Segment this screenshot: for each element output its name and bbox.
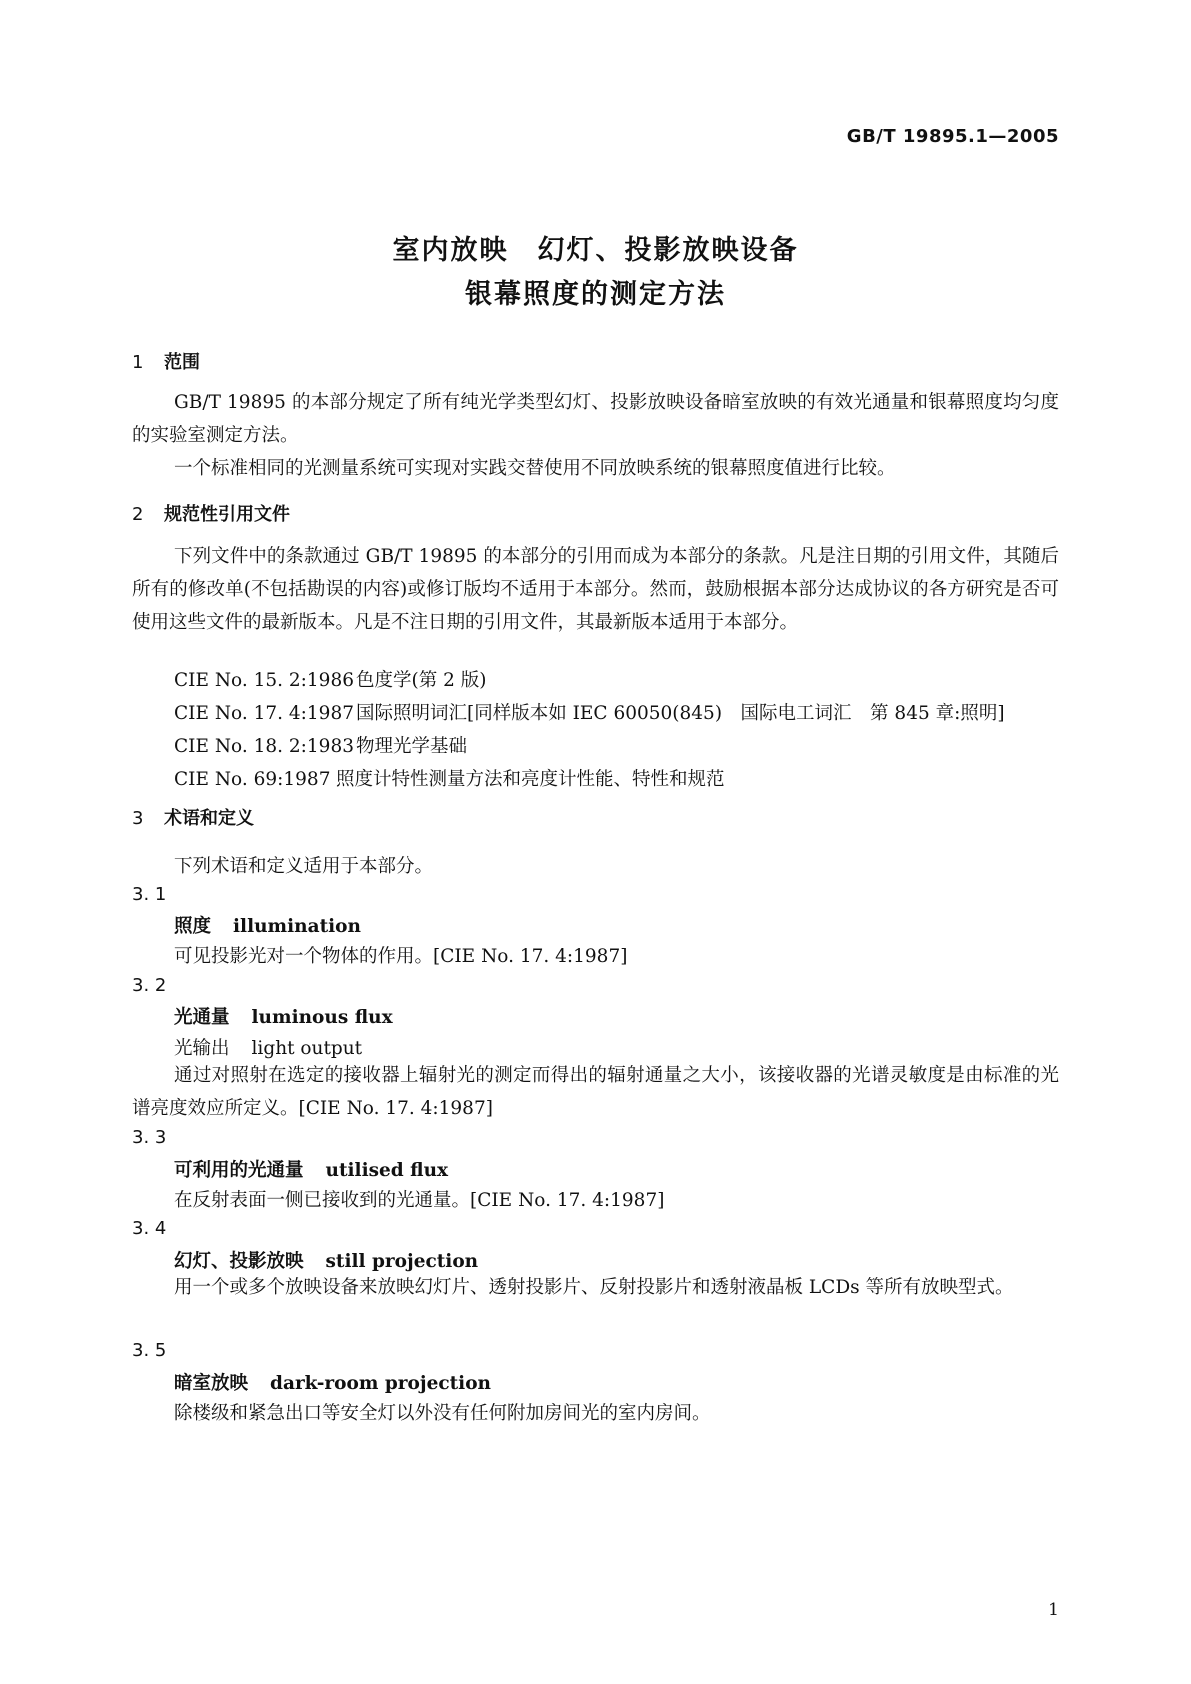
section-title: 规范性引用文件 [164,504,290,525]
reference-code: CIE No. 15. 2:1986 [174,670,354,691]
term-en: still projection [325,1251,479,1272]
reference-title: 国际照明词汇[同样版本如 IEC 60050(845) 国际电工词汇 第 845 章:照明] [356,703,1005,724]
term-zh: 暗室放映 [174,1373,249,1394]
section-2-paragraph: 下列文件中的条款通过 GB/T 19895 的本部分的引用而成为本部分的条款。凡是注日期的引用文件，其随后所有的修改单(不包括勘误的内容)或修订版均不适用于本部分。然而，鼓励根据本部分达成协议的各方研究是否可使用这些文件的最新版本。凡是不注日期的引用文件，其最新版本适用于本部分。 [132,546,1059,633]
term-zh: 照度 [174,916,212,937]
term-entry [174,1156,448,1182]
document-title-line-2: 银幕照度的测定方法 [465,279,726,310]
term-en: dark-room projection [270,1373,491,1394]
section-1-paragraph: 一个标准相同的光测量系统可实现对实践交替使用不同放映系统的银幕照度值进行比较。 [174,458,896,479]
reference-item [174,765,725,791]
reference-item [174,732,467,758]
document-title-line-1: 室内放映 幻灯、投影放映设备 [392,235,799,266]
standard-code: GB/T 19895.1—2005 [846,126,1059,147]
term-entry [174,912,361,938]
reference-title: 照度计特性测量方法和亮度计性能、特性和规范 [336,769,725,790]
section-1-paragraph: GB/T 19895 的本部分规定了所有纯光学类型幻灯、投影放映设备暗室放映的有效光通量和银幕照度均匀度的实验室测定方法。 [132,392,1059,446]
term-alternative [174,1034,362,1060]
section-3-intro: 下列术语和定义适用于本部分。 [174,856,434,877]
term-en: utilised flux [325,1160,449,1181]
term-entry [174,1247,478,1273]
section-3-heading [132,804,254,830]
clause-number: 3. 5 [132,1340,167,1361]
term-zh: 可利用的光通量 [174,1160,304,1181]
section-number: 3 [132,808,144,829]
clause-number: 3. 3 [132,1127,167,1148]
page-number: 1 [1048,1600,1059,1620]
clause-number: 3. 1 [132,884,167,905]
section-2-heading [132,500,290,526]
reference-title: 色度学(第 2 版) [356,670,487,691]
section-1-heading [132,348,200,374]
alt-term-en: light output [251,1038,363,1059]
term-definition: 通过对照射在选定的接收器上辐射光的测定而得出的辐射通量之大小，该接收器的光谱灵敏度是由标准的光谱亮度效应所定义。[CIE No. 17. 4:1987] [132,1065,1059,1119]
term-entry [174,1369,491,1395]
reference-code: CIE No. 69:1987 [174,769,331,790]
term-definition: 除楼级和紧急出口等安全灯以外没有任何附加房间光的室内房间。 [174,1403,711,1424]
reference-title: 物理光学基础 [356,736,468,757]
term-en: luminous flux [251,1007,393,1028]
clause-number: 3. 4 [132,1218,167,1239]
term-en: illumination [233,916,361,937]
term-zh: 光通量 [174,1007,230,1028]
section-title: 范围 [164,352,200,373]
section-number: 2 [132,504,144,525]
reference-item [174,666,486,692]
reference-code: CIE No. 18. 2:1983 [174,736,354,757]
term-definition: 在反射表面一侧已接收到的光通量。[CIE No. 17. 4:1987] [174,1190,665,1211]
term-definition: 可见投影光对一个物体的作用。[CIE No. 17. 4:1987] [174,946,628,967]
alt-term-zh: 光输出 [174,1038,230,1059]
term-zh: 幻灯、投影放映 [174,1251,304,1272]
section-number: 1 [132,352,144,373]
clause-number: 3. 2 [132,975,167,996]
reference-item [174,699,1005,725]
reference-code: CIE No. 17. 4:1987 [174,703,354,724]
section-title: 术语和定义 [164,808,254,829]
term-definition: 用一个或多个放映设备来放映幻灯片、透射投影片、反射投影片和透射液晶板 LCDs 等所有放映型式。 [174,1277,1014,1298]
term-entry [174,1003,393,1029]
